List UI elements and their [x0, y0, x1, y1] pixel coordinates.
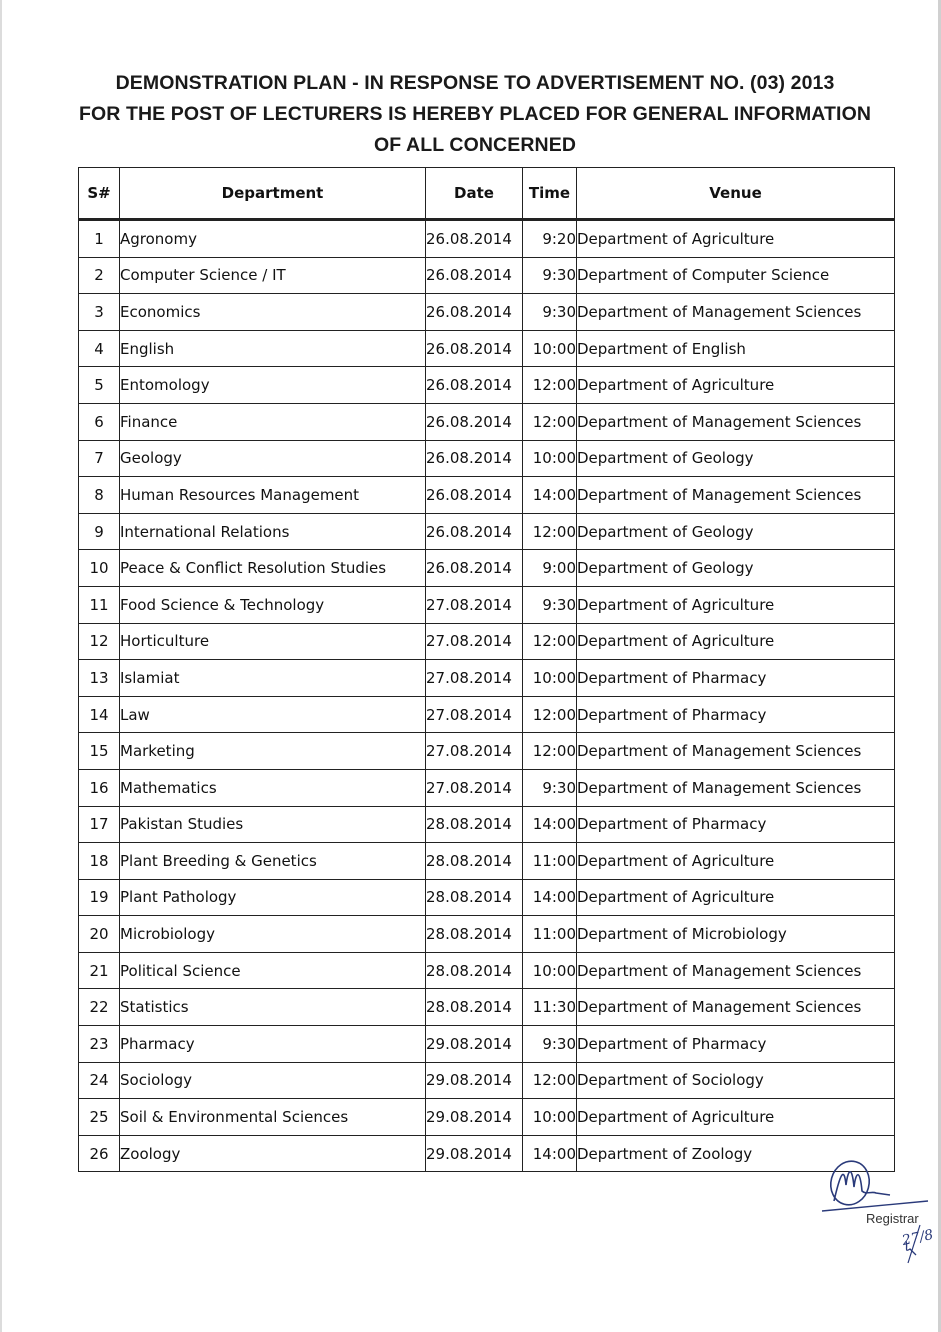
- cell-department: Entomology: [120, 367, 426, 404]
- cell-time: 12:00: [523, 733, 577, 770]
- cell-department: Economics: [120, 294, 426, 331]
- cell-time: 12:00: [523, 367, 577, 404]
- cell-sn: 10: [79, 550, 120, 587]
- table-row: [79, 586, 895, 623]
- cell-department: Plant Pathology: [120, 879, 426, 916]
- cell-venue: Department of Management Sciences: [577, 769, 895, 806]
- table-row: [79, 769, 895, 806]
- cell-sn: 26: [79, 1135, 120, 1172]
- cell-date: 27.08.2014: [426, 733, 523, 770]
- header-time: Time: [523, 168, 577, 220]
- cell-date: 26.08.2014: [426, 477, 523, 514]
- cell-date: 27.08.2014: [426, 660, 523, 697]
- table-row: [79, 1135, 895, 1172]
- cell-department: English: [120, 330, 426, 367]
- cell-time: 14:00: [523, 879, 577, 916]
- cell-time: 9:30: [523, 769, 577, 806]
- cell-department: Marketing: [120, 733, 426, 770]
- cell-time: 12:00: [523, 403, 577, 440]
- cell-sn: 25: [79, 1099, 120, 1136]
- cell-date: 29.08.2014: [426, 1062, 523, 1099]
- cell-time: 10:00: [523, 330, 577, 367]
- cell-venue: Department of Agriculture: [577, 843, 895, 880]
- cell-date: 26.08.2014: [426, 294, 523, 331]
- table-row: [79, 477, 895, 514]
- cell-department: Law: [120, 696, 426, 733]
- cell-department: Computer Science / IT: [120, 257, 426, 294]
- table-body: [79, 220, 895, 1172]
- cell-department: Human Resources Management: [120, 477, 426, 514]
- cell-date: 28.08.2014: [426, 806, 523, 843]
- cell-time: 11:00: [523, 843, 577, 880]
- cell-department: Statistics: [120, 989, 426, 1026]
- cell-venue: Department of Agriculture: [577, 220, 895, 258]
- cell-venue: Department of Geology: [577, 440, 895, 477]
- cell-sn: 19: [79, 879, 120, 916]
- cell-venue: Department of Pharmacy: [577, 806, 895, 843]
- cell-venue: Department of Management Sciences: [577, 477, 895, 514]
- cell-sn: 6: [79, 403, 120, 440]
- table-row: [79, 513, 895, 550]
- cell-time: 12:00: [523, 513, 577, 550]
- cell-date: 26.08.2014: [426, 220, 523, 258]
- cell-venue: Department of Agriculture: [577, 879, 895, 916]
- cell-sn: 4: [79, 330, 120, 367]
- cell-time: 14:00: [523, 806, 577, 843]
- cell-venue: Department of Agriculture: [577, 586, 895, 623]
- cell-venue: Department of Management Sciences: [577, 733, 895, 770]
- cell-sn: 22: [79, 989, 120, 1026]
- cell-venue: Department of English: [577, 330, 895, 367]
- cell-sn: 15: [79, 733, 120, 770]
- cell-sn: 14: [79, 696, 120, 733]
- table-row: [79, 623, 895, 660]
- cell-venue: Department of Management Sciences: [577, 989, 895, 1026]
- table-row: [79, 294, 895, 331]
- cell-venue: Department of Agriculture: [577, 1099, 895, 1136]
- cell-time: 12:00: [523, 1062, 577, 1099]
- cell-sn: 23: [79, 1026, 120, 1063]
- cell-date: 26.08.2014: [426, 440, 523, 477]
- document-title: [60, 68, 890, 161]
- cell-department: Sociology: [120, 1062, 426, 1099]
- cell-sn: 2: [79, 257, 120, 294]
- handwritten-date: 27/8: [900, 1226, 935, 1250]
- cell-sn: 24: [79, 1062, 120, 1099]
- cell-date: 26.08.2014: [426, 367, 523, 404]
- cell-sn: 8: [79, 477, 120, 514]
- cell-sn: 5: [79, 367, 120, 404]
- cell-time: 9:30: [523, 1026, 577, 1063]
- cell-date: 26.08.2014: [426, 550, 523, 587]
- cell-time: 11:30: [523, 989, 577, 1026]
- header-date: Date: [426, 168, 523, 220]
- table-row: [79, 330, 895, 367]
- cell-date: 28.08.2014: [426, 952, 523, 989]
- cell-time: 9:30: [523, 294, 577, 331]
- cell-venue: Department of Pharmacy: [577, 660, 895, 697]
- cell-sn: 16: [79, 769, 120, 806]
- cell-date: 26.08.2014: [426, 330, 523, 367]
- header-sn: S#: [79, 168, 120, 220]
- table-row: [79, 806, 895, 843]
- demonstration-schedule-table: [78, 167, 895, 1172]
- title-line-2: FOR THE POST OF LECTURERS IS HEREBY PLACED FOR GENERAL INFORMATION: [78, 103, 872, 125]
- cell-sn: 17: [79, 806, 120, 843]
- table-row: [79, 1026, 895, 1063]
- cell-venue: Department of Computer Science: [577, 257, 895, 294]
- cell-date: 27.08.2014: [426, 696, 523, 733]
- cell-time: 9:30: [523, 257, 577, 294]
- cell-venue: Department of Pharmacy: [577, 696, 895, 733]
- cell-department: Plant Breeding & Genetics: [120, 843, 426, 880]
- cell-date: 29.08.2014: [426, 1026, 523, 1063]
- cell-date: 29.08.2014: [426, 1099, 523, 1136]
- cell-time: 10:00: [523, 1099, 577, 1136]
- table-row: [79, 843, 895, 880]
- cell-time: 14:00: [523, 477, 577, 514]
- cell-department: Finance: [120, 403, 426, 440]
- cell-date: 28.08.2014: [426, 879, 523, 916]
- table-row: [79, 989, 895, 1026]
- cell-sn: 20: [79, 916, 120, 953]
- cell-venue: Department of Pharmacy: [577, 1026, 895, 1063]
- cell-venue: Department of Agriculture: [577, 367, 895, 404]
- header-department: Department: [120, 168, 426, 220]
- cell-department: International Relations: [120, 513, 426, 550]
- cell-sn: 13: [79, 660, 120, 697]
- cell-department: Horticulture: [120, 623, 426, 660]
- table-row: [79, 696, 895, 733]
- cell-time: 10:00: [523, 660, 577, 697]
- cell-date: 28.08.2014: [426, 916, 523, 953]
- cell-time: 11:00: [523, 916, 577, 953]
- cell-department: Mathematics: [120, 769, 426, 806]
- cell-date: 28.08.2014: [426, 989, 523, 1026]
- cell-sn: 18: [79, 843, 120, 880]
- cell-department: Pakistan Studies: [120, 806, 426, 843]
- cell-date: 26.08.2014: [426, 403, 523, 440]
- cell-sn: 12: [79, 623, 120, 660]
- cell-time: 9:00: [523, 550, 577, 587]
- title-line-1: DEMONSTRATION PLAN - IN RESPONSE TO ADVERTISEMENT NO. (03) 2013: [115, 72, 835, 94]
- cell-department: Food Science & Technology: [120, 586, 426, 623]
- cell-time: 10:00: [523, 952, 577, 989]
- cell-time: 14:00: [523, 1135, 577, 1172]
- cell-venue: Department of Sociology: [577, 1062, 895, 1099]
- table-row: [79, 1099, 895, 1136]
- cell-sn: 21: [79, 952, 120, 989]
- table-row: [79, 367, 895, 404]
- cell-venue: Department of Management Sciences: [577, 952, 895, 989]
- cell-department: Pharmacy: [120, 1026, 426, 1063]
- cell-time: 9:20: [523, 220, 577, 258]
- table-row: [79, 660, 895, 697]
- cell-department: Soil & Environmental Sciences: [120, 1099, 426, 1136]
- cell-time: 12:00: [523, 623, 577, 660]
- cell-date: 26.08.2014: [426, 257, 523, 294]
- cell-time: 9:30: [523, 586, 577, 623]
- cell-date: 28.08.2014: [426, 843, 523, 880]
- cell-date: 26.08.2014: [426, 513, 523, 550]
- cell-department: Geology: [120, 440, 426, 477]
- cell-time: 10:00: [523, 440, 577, 477]
- cell-sn: 1: [79, 220, 120, 258]
- cell-department: Agronomy: [120, 220, 426, 258]
- cell-venue: Department of Microbiology: [577, 916, 895, 953]
- table-row: [79, 916, 895, 953]
- table-header-row: [79, 168, 895, 220]
- cell-department: Islamiat: [120, 660, 426, 697]
- cell-sn: 11: [79, 586, 120, 623]
- cell-department: Zoology: [120, 1135, 426, 1172]
- cell-venue: Department of Zoology: [577, 1135, 895, 1172]
- cell-date: 27.08.2014: [426, 769, 523, 806]
- cell-venue: Department of Management Sciences: [577, 294, 895, 331]
- cell-department: Peace & Conflict Resolution Studies: [120, 550, 426, 587]
- cell-date: 27.08.2014: [426, 586, 523, 623]
- cell-sn: 7: [79, 440, 120, 477]
- cell-venue: Department of Geology: [577, 550, 895, 587]
- cell-date: 29.08.2014: [426, 1135, 523, 1172]
- table-row: [79, 1062, 895, 1099]
- table-row: [79, 733, 895, 770]
- table-row: [79, 440, 895, 477]
- table-row: [79, 550, 895, 587]
- cell-venue: Department of Geology: [577, 513, 895, 550]
- cell-date: 27.08.2014: [426, 623, 523, 660]
- cell-sn: 3: [79, 294, 120, 331]
- registrar-label: Registrar: [866, 1211, 919, 1226]
- table-row: [79, 257, 895, 294]
- table-row: [79, 952, 895, 989]
- title-line-3: OF ALL CONCERNED: [373, 134, 577, 156]
- cell-venue: Department of Agriculture: [577, 623, 895, 660]
- table-row: [79, 879, 895, 916]
- cell-sn: 9: [79, 513, 120, 550]
- header-venue: Venue: [577, 168, 895, 220]
- cell-time: 12:00: [523, 696, 577, 733]
- table-row: [79, 403, 895, 440]
- cell-venue: Department of Management Sciences: [577, 403, 895, 440]
- table-row: [79, 220, 895, 258]
- cell-department: Political Science: [120, 952, 426, 989]
- cell-department: Microbiology: [120, 916, 426, 953]
